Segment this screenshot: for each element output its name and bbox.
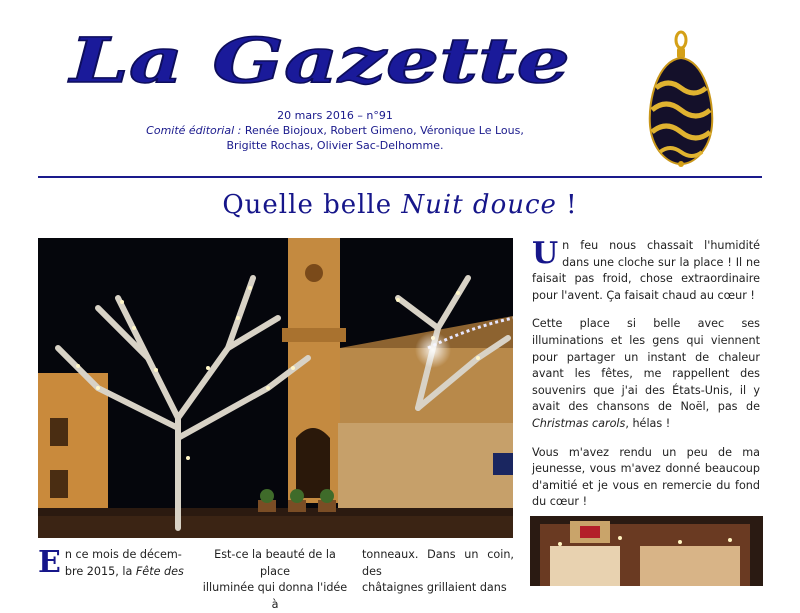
bottom-column-1 — [38, 547, 190, 580]
issue-info — [140, 108, 530, 153]
dropcap-u: U — [532, 236, 559, 271]
bottom-column-3 — [362, 547, 514, 597]
article-headline — [38, 190, 762, 220]
header-divider — [38, 176, 762, 178]
col1-line1: n ce mois de décem- — [64, 548, 182, 561]
masthead-title-text: La Gazette — [67, 28, 571, 97]
committee-label: Comité éditorial : — [146, 124, 242, 137]
paragraph-2-emphasis: Christmas carols — [532, 416, 626, 430]
col1-emphasis: Fête des — [135, 564, 184, 578]
issue-date-number: 20 mars 2016 – n°91 — [277, 109, 393, 122]
col2-line1: Est-ce la beauté de la place — [214, 548, 336, 578]
editorial-committee — [140, 123, 530, 138]
paragraph-1-text: n feu nous chassait l'humidité dans une cloche sur la place ! Il ne faisait pas froid, chose extraordinaire pour l'avent. Ça faisait chaud au cœur ! — [532, 239, 760, 302]
col3-line1: tonneaux. Dans un coin, des — [362, 548, 514, 578]
headline-text: Quelle belle — [222, 190, 402, 220]
paragraph-3: Vous m'avez rendu un peu de ma jeunesse, vous m'avez donné beaucoup d'amitié et je vous en remercie du fond du cœur ! — [532, 445, 760, 509]
dropcap-e: E — [38, 545, 61, 580]
col3-line2: châtaignes grillaient dans — [362, 581, 507, 595]
paragraph-2-end: , hélas ! — [625, 416, 671, 430]
col1-line2: bre 2015, la — [64, 564, 136, 578]
headline-end: ! — [556, 190, 578, 220]
paragraph-2 — [532, 316, 760, 432]
paragraph-2-text: Cette place si belle avec ses illuminations et les gens qui viennent pour partager un instant de chaleur avant les fêtes, me rappellent des souvenirs que j'ai des États-Unis, il y avait des chansons de Noël, pas de — [532, 317, 760, 414]
right-column-text — [532, 238, 760, 538]
main-photo — [38, 238, 513, 538]
side-photo — [530, 516, 763, 586]
committee-members-2: Brigitte Rochas, Olivier Sac-Delhomme. — [226, 139, 444, 152]
headline-emphasis: Nuit douce — [401, 190, 557, 220]
paragraph-1 — [532, 238, 760, 304]
masthead-title — [66, 28, 586, 98]
committee-members-1: Renée Biojoux, Robert Gimeno, Véronique Le Lous, — [241, 124, 524, 137]
bottom-column-2 — [200, 547, 350, 613]
col2-line2: illuminée qui donna l'idée à — [202, 581, 348, 611]
jeweled-egg-icon — [640, 30, 722, 170]
